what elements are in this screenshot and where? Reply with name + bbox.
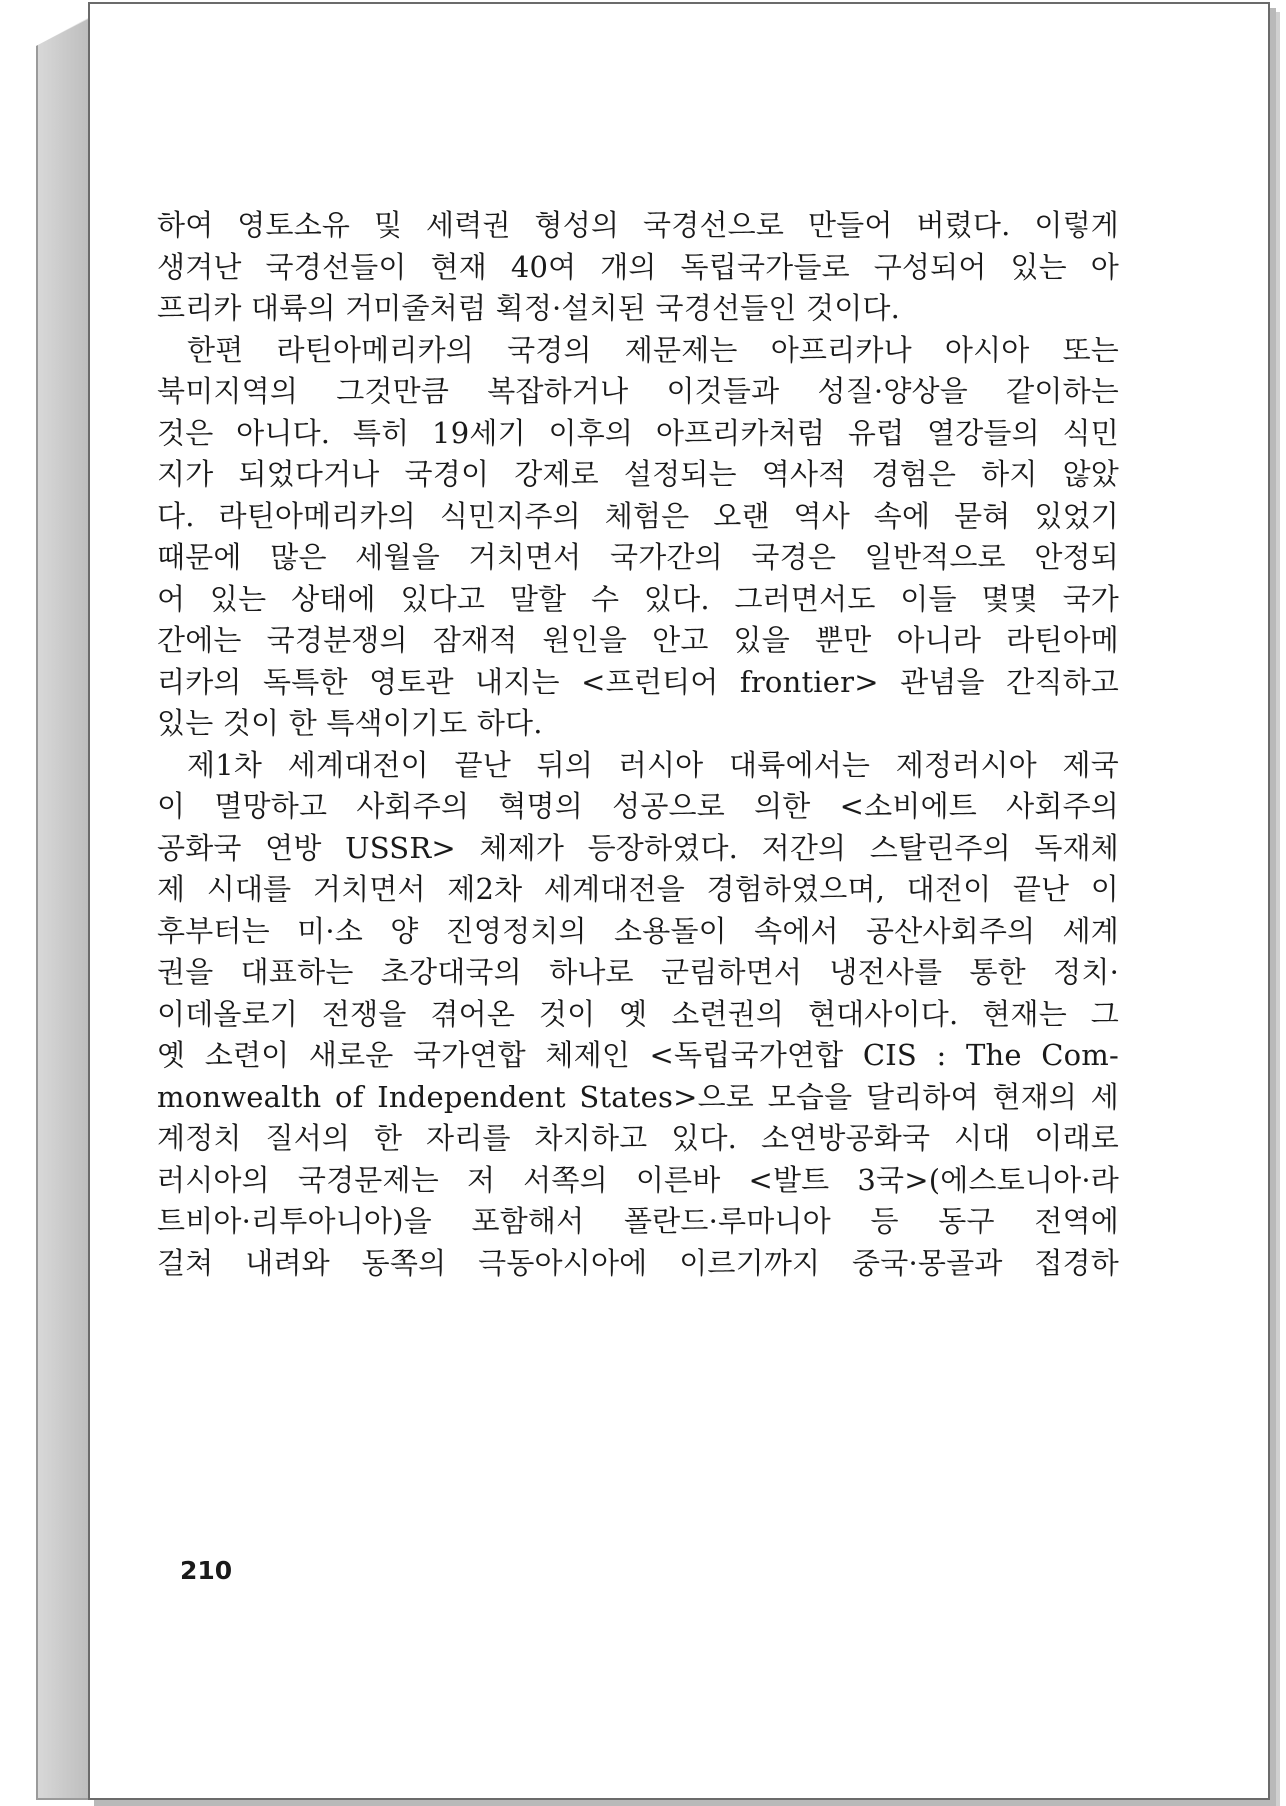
- text-line: 지가 되었다거나 국경이 강제로 설정되는 역사적 경험은 하지 않았: [157, 457, 1119, 491]
- text-line: 계정치 질서의 한 자리를 차지하고 있다. 소연방공화국 시대 이래로: [157, 1121, 1119, 1155]
- text-line: 하여 영토소유 및 세력권 형성의 국경선으로 만들어 버렸다. 이렇게: [157, 208, 1119, 242]
- text-line: 있는 것이 한 특색이기도 하다.: [157, 706, 543, 740]
- text-line: 이 멸망하고 사회주의 혁명의 성공으로 의한 <소비에트 사회주의: [157, 789, 1119, 823]
- text-line: 어 있는 상태에 있다고 말할 수 있다. 그러면서도 이들 몇몇 국가: [157, 581, 1119, 616]
- text-line: 제 시대를 거치면서 제2차 세계대전을 경험하였으며, 대전이 끝난 이: [157, 872, 1119, 906]
- text-line: 리카의 독특한 영토관 내지는 <프런티어 frontier> 관념을 간직하고: [157, 664, 1119, 699]
- paragraph-start-line: 제1차 세계대전이 끝난 뒤의 러시아 대륙에서는 제정러시아 제국: [187, 747, 1119, 782]
- page-number: 210: [180, 1556, 233, 1585]
- book-page-stack-edge: [36, 18, 90, 1800]
- text-line: 트비아·리투아니아)을 포함해서 폴란드·루마니아 등 동구 전역에: [157, 1204, 1119, 1238]
- text-line: 이데올로기 전쟁을 겪어온 것이 옛 소련권의 현대사이다. 현재는 그: [157, 996, 1119, 1031]
- text-line: 프리카 대륙의 거미줄처럼 획정·설치된 국경선들인 것이다.: [157, 291, 901, 325]
- text-line: 걸쳐 내려와 동쪽의 극동아시아에 이르기까지 중국·몽골과 접경하: [157, 1245, 1119, 1280]
- text-line: 다. 라틴아메리카의 식민지주의 체험은 오랜 역사 속에 묻혀 있었기: [157, 498, 1119, 533]
- text-line: 생겨난 국경선들이 현재 40여 개의 독립국가들로 구성되어 있는 아: [157, 249, 1119, 284]
- text-line: 공화국 연방 USSR> 체제가 등장하였다. 저간의 스탈린주의 독재체: [157, 830, 1119, 865]
- text-line: 것은 아니다. 특히 19세기 이후의 아프리카처럼 유럽 열강들의 식민: [157, 415, 1119, 450]
- paragraph-start-line: 한편 라틴아메리카의 국경의 제문제는 아프리카나 아시아 또는: [187, 332, 1119, 367]
- text-line: 간에는 국경분쟁의 잠재적 원인을 안고 있을 뿐만 아니라 라틴아메: [157, 623, 1119, 657]
- text-line: 후부터는 미·소 양 진영정치의 소용돌이 속에서 공산사회주의 세계: [157, 913, 1119, 948]
- text-line: 러시아의 국경문제는 저 서쪽의 이른바 <발트 3국>(에스토니아·라: [157, 1162, 1119, 1197]
- text-line: monwealth of Independent States>으로 모습을 달리하여 현재의 세: [157, 1079, 1119, 1114]
- text-line: 때문에 많은 세월을 거치면서 국가간의 국경은 일반적으로 안정되: [157, 540, 1119, 574]
- body-text: [157, 205, 1119, 1284]
- text-line: 권을 대표하는 초강대국의 하나로 군림하면서 냉전사를 통한 정치·: [157, 955, 1119, 989]
- text-line: 북미지역의 그것만큼 복잡하거나 이것들과 성질·양상을 같이하는: [157, 374, 1119, 408]
- text-line: 옛 소련이 새로운 국가연합 체제인 <독립국가연합 CIS : The Com-: [157, 1038, 1119, 1072]
